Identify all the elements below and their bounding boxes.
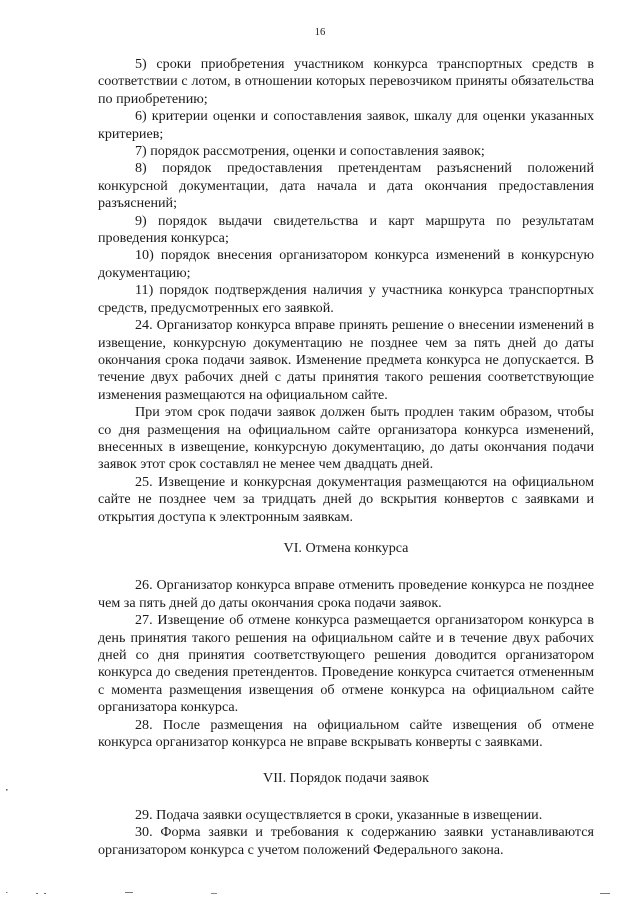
- paragraph: 9) порядок выдачи свидетельства и карт маршрута по результатам проведения конкурса;: [98, 212, 594, 247]
- paragraph: 27. Извещение об отмене конкурса размещается организатором конкурса в день принятия такого решения на официальном сайте и в течение двух рабочих дней со дня принятия соответствующего решения доводится организатором конкурса до сведения претендентов. Проведение конкурса считается отмененным с момента размещения извещения об отмене конкурса на официальном сайте организатора конкурса.: [98, 612, 594, 716]
- section-heading: VII. Порядок подачи заявок: [263, 770, 429, 787]
- document-body: [98, 56, 594, 859]
- paragraph: 6) критерии оценки и сопоставления заявок, шкалу для оценки указанных критериев;: [98, 108, 594, 142]
- paragraph: 24. Организатор конкурса вправе принять решение о внесении изменений в извещение, конкурсную документацию не позднее чем за пять дней до даты окончания срока подачи заявок. Изменение предмета конкурса не допускается. В течение двух рабочих дней с даты принятия такого решения соответствующие изменения размещаются на официальном сайте.: [98, 317, 594, 403]
- paragraph: 25. Извещение и конкурсная документация размещаются на официальном сайте не позднее чем за тридцать дней до вскрытия конвертов с заявками и открытия доступа к электронным заявкам.: [98, 473, 594, 525]
- paragraph: 8) порядок предоставления претендентам разъяснений положений конкурсной документации, дата начала и дата окончания предоставления разъяснений;: [98, 160, 594, 212]
- paragraph: 10) порядок внесения организатором конкурса изменений в конкурсную документацию;: [98, 247, 594, 281]
- paragraph: 26. Организатор конкурса вправе отменить проведение конкурса не позднее чем за пять дней до даты окончания срока подачи заявок.: [98, 577, 594, 611]
- section-heading: VI. Отмена конкурса: [283, 539, 409, 556]
- paragraph: 28. После размещения на официальном сайте извещения об отмене конкурса организатор конкурса не вправе вскрывать конверты с заявками.: [98, 716, 594, 751]
- paragraph: 30. Форма заявки и требования к содержанию заявки устанавливаются организатором конкурса с учетом положений Федерального закона.: [98, 824, 594, 858]
- paragraph: 11) порядок подтверждения наличия у участника конкурса транспортных средств, предусмотренных его заявкой.: [98, 282, 594, 316]
- paragraph: 29. Подача заявки осуществляется в сроки, указанные в извещении.: [135, 806, 543, 823]
- page-number: 16: [314, 27, 326, 38]
- paragraph: При этом срок подачи заявок должен быть продлен таким образом, чтобы со дня размещения на официальном сайте организатора конкурса изменений, внесенных в извещение, конкурсную документацию, до даты окончания подачи заявок этот срок составлял не менее чем двадцать дней.: [98, 404, 594, 473]
- paragraph: 5) сроки приобретения участником конкурса транспортных средств в соответствии с лотом, в отношении которых перевозчиком приняты обязательства по приобретению;: [98, 56, 594, 107]
- paragraph: 7) порядок рассмотрения, оценки и сопоставления заявок;: [135, 143, 485, 160]
